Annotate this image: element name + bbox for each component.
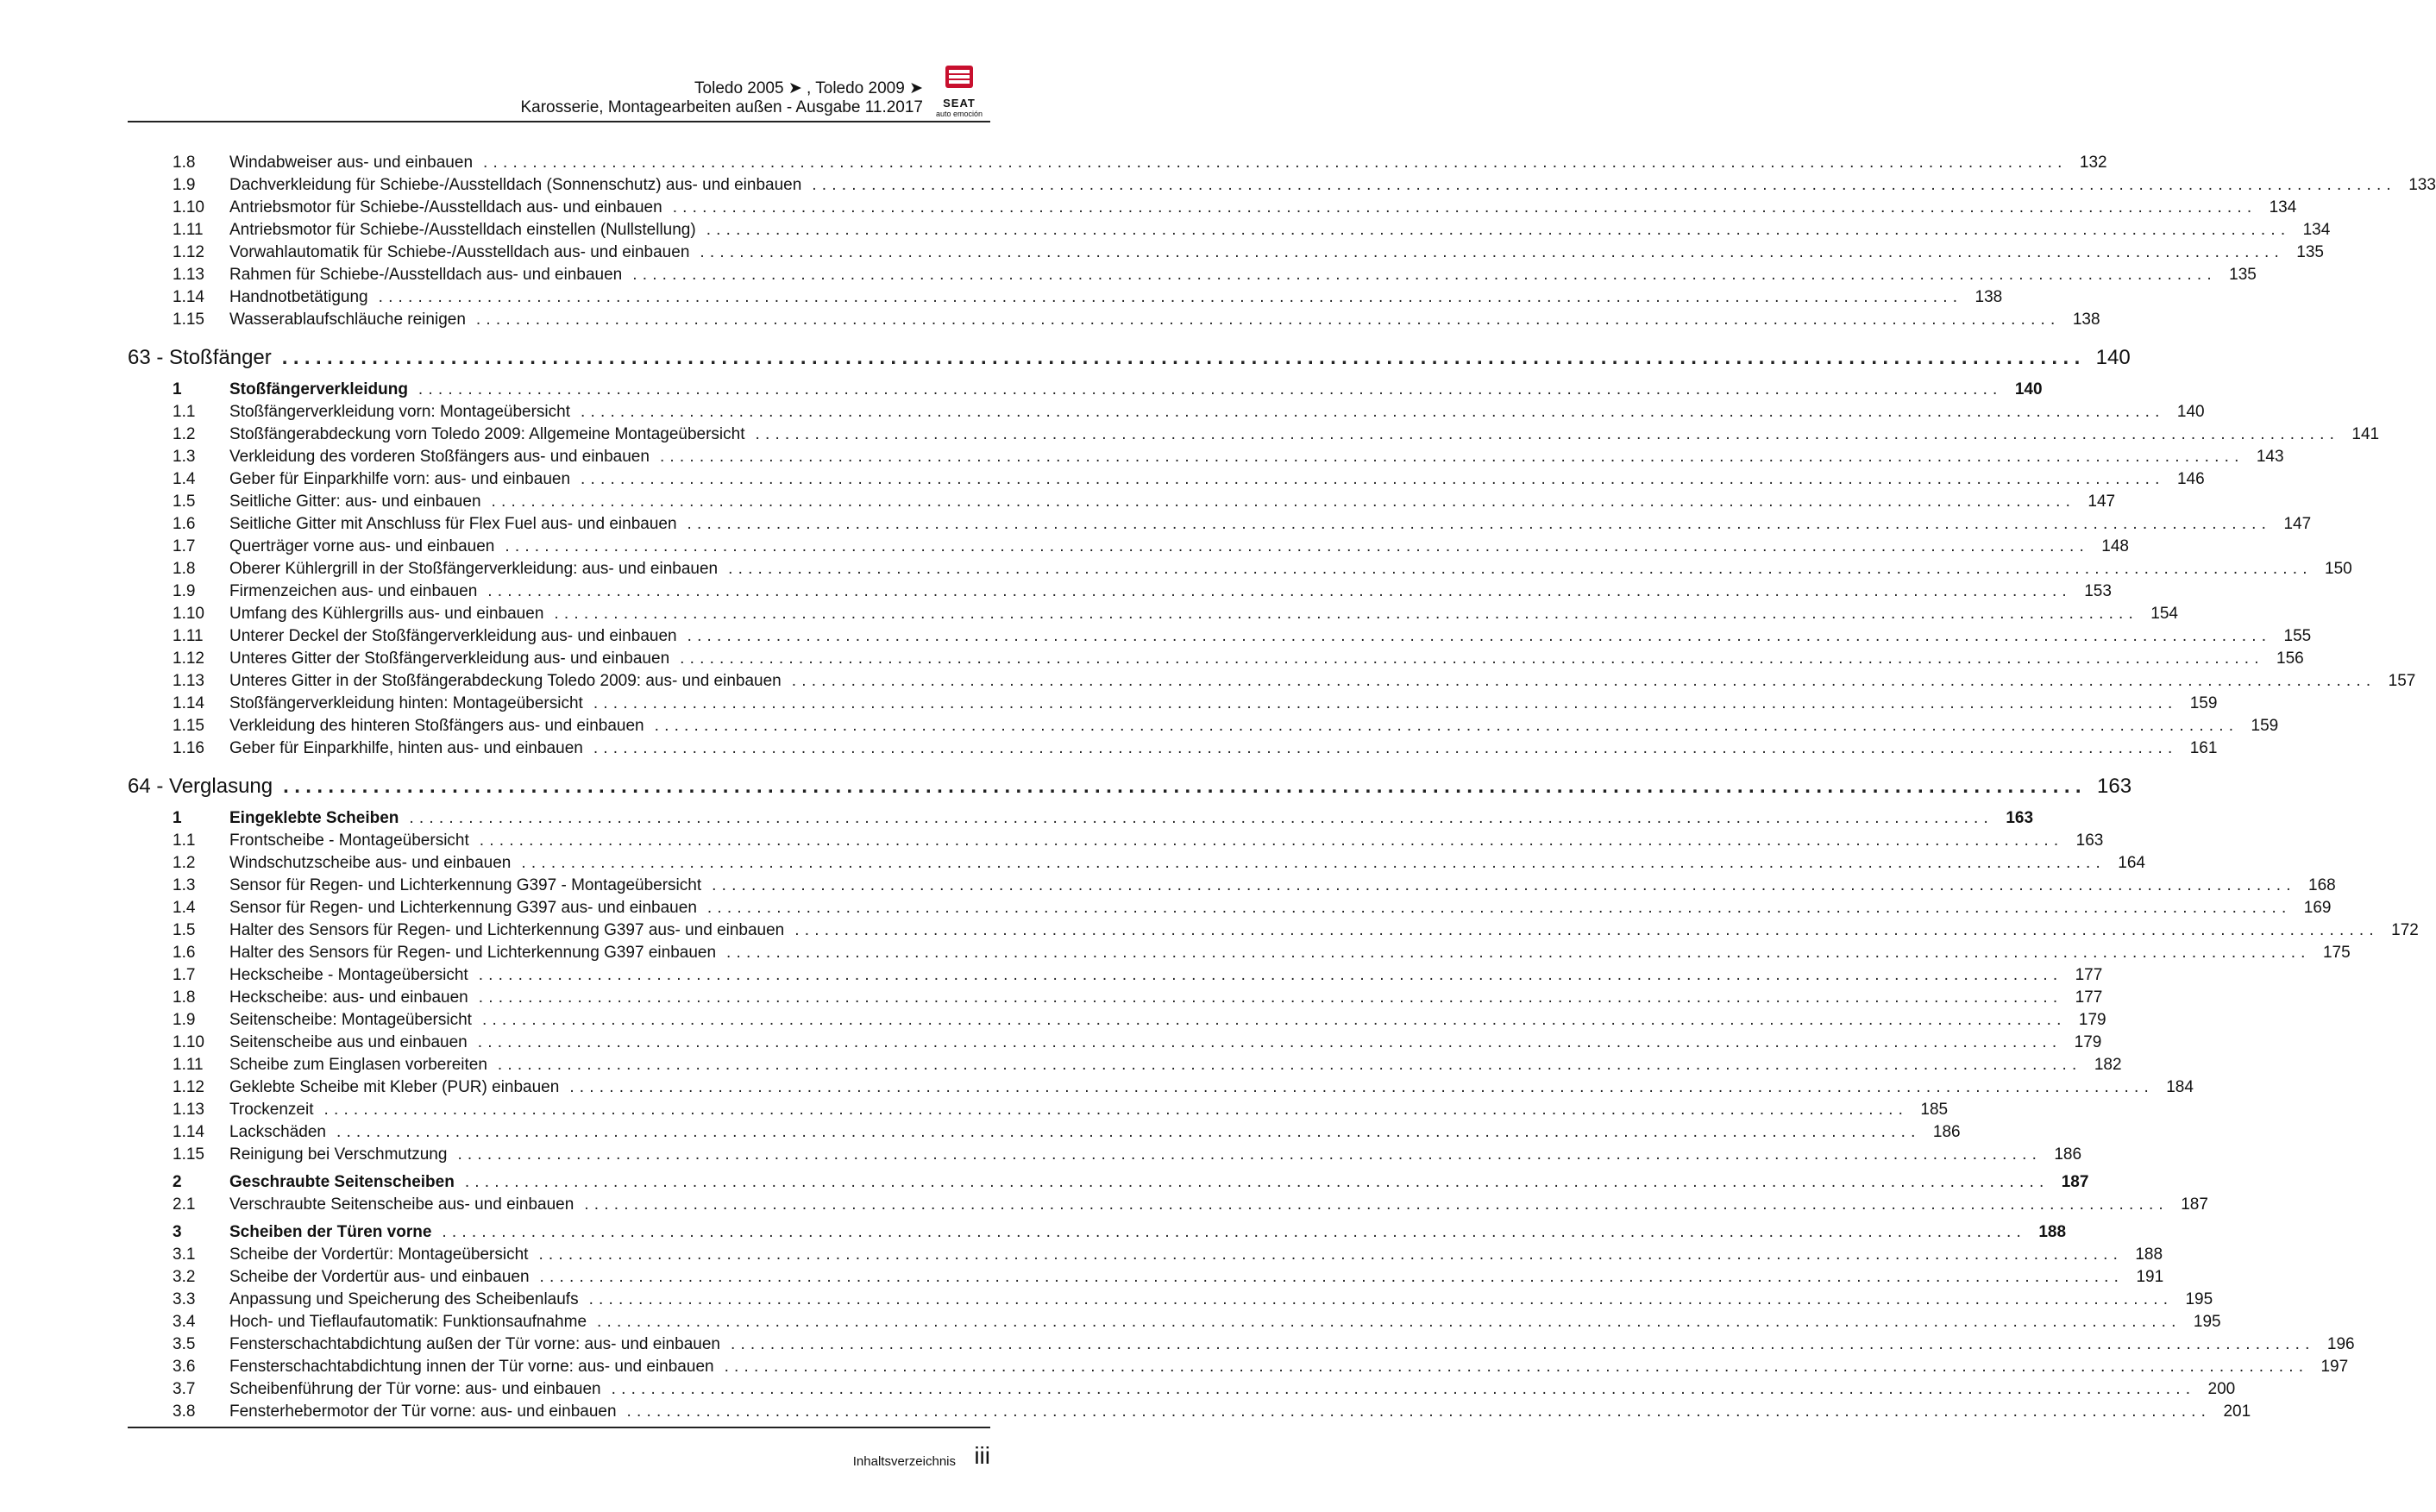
toc-leader-dots: ................................................................................................................................................................ [706, 221, 2291, 239]
toc-page-number: 184 [2154, 1076, 2194, 1099]
toc-title: Seitenscheibe: Montageübersicht [128, 1009, 482, 1032]
toc-leader-dots: ................................................................................................................................................................ [611, 1380, 2196, 1398]
toc-leader-dots: ................................................................................................................................................................ [497, 1056, 2082, 1074]
toc-title: Scheibenführung der Tür vorne: aus- und einbauen [128, 1378, 612, 1401]
seat-logo-icon [943, 64, 976, 90]
toc-title: Verkleidung des vorderen Stoßfängers aus- und einbauen [128, 446, 660, 468]
toc-entry[interactable] [128, 1032, 2102, 1054]
toc-entry[interactable] [128, 1289, 2213, 1311]
toc-entry[interactable] [128, 670, 2416, 693]
toc-entry[interactable] [128, 1266, 2164, 1289]
toc-leader-dots: ................................................................................................................................................................ [712, 876, 2296, 894]
toc-page-number: 163 [2063, 830, 2103, 852]
toc-number: 1.9 [173, 1011, 196, 1029]
page-header [128, 74, 990, 122]
toc-number: 1.15 [173, 717, 204, 735]
toc-entry[interactable] [128, 987, 2103, 1009]
toc-number: 1.2 [173, 425, 196, 443]
toc-number: 1 [173, 809, 182, 827]
toc-entry[interactable] [128, 625, 2312, 648]
toc-leader-dots: ................................................................................................................................................................ [477, 1033, 2062, 1051]
toc-leader-dots: ................................................................................................................................................................ [593, 694, 2178, 712]
toc-entry[interactable] [128, 580, 2112, 603]
toc-leader-dots: ................................................................................................................................................................ [794, 921, 2379, 939]
header-manual-title: Karosserie, Montagearbeiten außen - Ausgabe 11.2017 [520, 98, 923, 116]
toc-page-number: 163 [2087, 771, 2126, 802]
toc-page-number: 182 [2082, 1054, 2122, 1076]
toc-leader-dots: ................................................................................................................................................................ [791, 672, 2376, 690]
toc-title: Geklebte Scheibe mit Kleber (PUR) einbauen [128, 1076, 569, 1099]
toc-title: Frontscheibe - Montageübersicht [128, 830, 480, 852]
toc-title: Sensor für Regen- und Lichterkennung G397 - Montageübersicht [128, 875, 712, 897]
toc-leader-dots: ................................................................................................................................................................ [281, 346, 2086, 369]
toc-title: Rahmen für Schiebe-/Ausstelldach aus- und einbauen [128, 264, 632, 286]
toc-leader-dots: ................................................................................................................................................................ [475, 311, 2061, 329]
toc-page-number: 153 [2072, 580, 2112, 603]
toc-entry[interactable] [128, 423, 2380, 446]
toc-leader-dots: ................................................................................................................................................................ [626, 1402, 2212, 1421]
toc-entry[interactable] [128, 264, 2257, 286]
toc-page-number: 150 [2313, 558, 2352, 580]
toc-leader-dots: ................................................................................................................................................................ [581, 403, 2165, 421]
toc-title: Seitliche Gitter mit Anschluss für Flex Fuel aus- und einbauen [128, 513, 687, 536]
toc-number: 1.8 [173, 988, 196, 1007]
toc-entry[interactable] [128, 919, 2419, 942]
toc-entry[interactable] [128, 737, 2218, 760]
toc-number: 1.14 [173, 694, 204, 712]
toc-title: Seitenscheibe aus und einbauen [128, 1032, 478, 1054]
toc-entry[interactable] [128, 401, 2205, 423]
toc-number: 1.7 [173, 966, 196, 984]
logo-text: SEAT [943, 97, 976, 110]
toc-page-number: 140 [2086, 342, 2125, 373]
toc-number: 1.13 [173, 1101, 204, 1119]
toc-number: 1.4 [173, 470, 196, 488]
toc-entry[interactable] [128, 1194, 2208, 1216]
toc-title: Unterer Deckel der Stoßfängerverkleidung aus- und einbauen [128, 625, 687, 648]
toc-title: Halter des Sensors für Regen- und Lichterkennung G397 einbauen [128, 942, 726, 964]
page-footer [128, 1427, 990, 1469]
toc-page-number: 141 [2339, 423, 2379, 446]
toc-leader-dots: ................................................................................................................................................................ [505, 537, 2089, 555]
footer-label: Inhaltsverzeichnis [852, 1454, 956, 1469]
toc-number: 1.3 [173, 448, 196, 466]
toc-page-number: 157 [2376, 670, 2415, 693]
toc-leader-dots: ................................................................................................................................................................ [687, 515, 2272, 533]
toc-title: Stoßfängerverkleidung [128, 379, 418, 401]
toc-page-number: 191 [2124, 1266, 2163, 1289]
toc-number: 1.8 [173, 154, 196, 172]
toc-number: 1.12 [173, 243, 204, 261]
toc-number: 1.11 [173, 1056, 204, 1074]
toc-page-number: 156 [2264, 648, 2304, 670]
toc-title: Fensterschachtabdichtung außen der Tür vorne: aus- und einbauen [128, 1333, 731, 1356]
toc-entry[interactable] [128, 1378, 2236, 1401]
toc-entry[interactable] [128, 309, 2100, 331]
toc-page-number: 155 [2271, 625, 2311, 648]
toc-page-number: 159 [2177, 693, 2217, 715]
footer-page-number: iii [974, 1442, 990, 1469]
toc-title: 64 - Verglasung [128, 771, 283, 802]
toc-entry[interactable] [128, 219, 2331, 242]
toc-leader-dots: ................................................................................................................................................................ [730, 1335, 2315, 1353]
toc-title: Seitliche Gitter: aus- und einbauen [128, 491, 492, 513]
toc-leader-dots: ................................................................................................................................................................ [479, 831, 2064, 850]
toc-title: Sensor für Regen- und Lichterkennung G397 aus- und einbauen [128, 897, 707, 919]
toc-page-number: 187 [2049, 1171, 2088, 1194]
toc-title: Verschraubte Seitenscheibe aus- und einbauen [128, 1194, 584, 1216]
toc-entry[interactable] [128, 1009, 2106, 1032]
toc-page-number: 187 [2169, 1194, 2208, 1216]
toc-page-number: 200 [2195, 1378, 2235, 1401]
toc-entry[interactable] [128, 536, 2129, 558]
toc-entry[interactable] [128, 1244, 2163, 1266]
toc-page-number: 135 [2284, 242, 2324, 264]
toc-leader-dots: ................................................................................................................................................................ [418, 380, 2003, 398]
toc-section[interactable] [128, 379, 2043, 401]
toc-leader-dots: ................................................................................................................................................................ [659, 448, 2245, 466]
logo-tagline: auto emoción [935, 110, 983, 118]
toc-number: 1.10 [173, 1033, 204, 1051]
toc-number: 3.4 [173, 1313, 196, 1331]
toc-number: 1.7 [173, 537, 196, 555]
toc-number: 1.14 [173, 288, 204, 306]
toc-title: Trockenzeit [128, 1099, 324, 1121]
toc-chapter[interactable] [128, 771, 2132, 802]
toc-entry[interactable] [128, 964, 2103, 987]
toc-title: Unteres Gitter der Stoßfängerverkleidung aus- und einbauen [128, 648, 680, 670]
toc-leader-dots: ................................................................................................................................................................ [491, 492, 2076, 511]
toc-leader-dots: ................................................................................................................................................................ [409, 809, 1994, 827]
toc-entry[interactable] [128, 197, 2297, 219]
toc-entry[interactable] [128, 1099, 1949, 1121]
toc-entry[interactable] [128, 1401, 2251, 1423]
toc-leader-dots: ................................................................................................................................................................ [728, 560, 2313, 578]
toc-leader-dots: ................................................................................................................................................................ [457, 1145, 2043, 1164]
toc-number: 1.15 [173, 311, 204, 329]
toc-number: 2 [173, 1173, 182, 1191]
toc-leader-dots: ................................................................................................................................................................ [464, 1173, 2050, 1191]
toc-chapter[interactable] [128, 342, 2131, 373]
toc-leader-dots: ................................................................................................................................................................ [539, 1268, 2125, 1286]
toc-entry[interactable] [128, 942, 2351, 964]
toc-page-number: 186 [1921, 1121, 1961, 1144]
toc-title: Handnotbetätigung [128, 286, 379, 309]
toc-leader-dots: ................................................................................................................................................................ [521, 854, 2106, 872]
toc-page-number: 163 [1993, 807, 2033, 830]
toc-entry[interactable] [128, 558, 2352, 580]
toc-title: Antriebsmotor für Schiebe-/Ausstelldach einstellen (Nullstellung) [128, 219, 706, 242]
toc-number: 1.9 [173, 582, 196, 600]
toc-leader-dots: ................................................................................................................................................................ [478, 966, 2063, 984]
toc-leader-dots: ................................................................................................................................................................ [632, 266, 2217, 284]
toc-leader-dots: ................................................................................................................................................................ [581, 470, 2165, 488]
toc-page-number: 140 [2165, 401, 2205, 423]
toc-page-number: 175 [2311, 942, 2351, 964]
toc-page-number: 185 [1908, 1099, 1948, 1121]
toc-page-number: 154 [2138, 603, 2178, 625]
toc-number: 1.10 [173, 198, 204, 216]
toc-leader-dots: ................................................................................................................................................................ [724, 1358, 2309, 1376]
header-text [520, 79, 923, 117]
toc-leader-dots: ................................................................................................................................................................ [336, 1123, 1921, 1141]
toc-title: Stoßfängerverkleidung hinten: Montageübersicht [128, 693, 593, 715]
toc-leader-dots: ................................................................................................................................................................ [554, 605, 2138, 623]
toc-leader-dots: ................................................................................................................................................................ [584, 1195, 2169, 1214]
toc-entry[interactable] [128, 1054, 2122, 1076]
toc-page-number: 147 [2075, 491, 2115, 513]
toc-title: Geschraubte Seitenscheiben [128, 1171, 465, 1194]
toc-entry[interactable] [128, 603, 2178, 625]
toc-title: Fensterhebermotor der Tür vorne: aus- und einbauen [128, 1401, 627, 1423]
toc-title: Windschutzscheibe aus- und einbauen [128, 852, 521, 875]
toc-title: Umfang des Kühlergrills aus- und einbauen [128, 603, 554, 625]
toc-entry[interactable] [128, 242, 2324, 264]
toc-title: Reinigung bei Verschmutzung [128, 1144, 457, 1166]
toc-leader-dots: ................................................................................................................................................................ [378, 288, 1963, 306]
toc-leader-dots: ................................................................................................................................................................ [487, 582, 2072, 600]
toc-entry[interactable] [128, 513, 2312, 536]
toc-number: 1.13 [173, 266, 204, 284]
toc-entry[interactable] [128, 1144, 2082, 1166]
toc-page-number: 159 [2238, 715, 2278, 737]
toc-title: Stoßfängerabdeckung vorn Toledo 2009: Allgemeine Montageübersicht [128, 423, 756, 446]
toc-number: 1.14 [173, 1123, 204, 1141]
toc-title: Heckscheibe - Montageübersicht [128, 964, 479, 987]
toc-leader-dots: ................................................................................................................................................................ [588, 1290, 2174, 1308]
toc-number: 1.11 [173, 221, 204, 239]
toc-entry[interactable] [128, 1076, 2194, 1099]
toc-page-number: 140 [2003, 379, 2043, 401]
toc-leader-dots: ................................................................................................................................................................ [597, 1313, 2182, 1331]
toc-page-number: 138 [2061, 309, 2100, 331]
toc-leader-dots: ................................................................................................................................................................ [755, 425, 2340, 443]
toc-leader-dots: ................................................................................................................................................................ [483, 154, 2068, 172]
toc-title: Fensterschachtabdichtung innen der Tür vorne: aus- und einbauen [128, 1356, 725, 1378]
toc-title: Verkleidung des hinteren Stoßfängers aus- und einbauen [128, 715, 655, 737]
toc-page-number: 135 [2217, 264, 2257, 286]
toc-page-number: 188 [2026, 1221, 2066, 1244]
toc-page-number: 134 [2290, 219, 2330, 242]
toc-title: Firmenzeichen aus- und einbauen [128, 580, 487, 603]
toc-leader-dots: ................................................................................................................................................................ [700, 243, 2284, 261]
toc-number: 1.1 [173, 403, 196, 421]
toc-number: 1.6 [173, 515, 196, 533]
toc-title: Dachverkleidung für Schiebe-/Ausstelldach (Sonnenschutz) aus- und einbauen [128, 174, 812, 197]
toc-page-number: 197 [2308, 1356, 2348, 1378]
toc-title: Scheibe zum Einglasen vorbereiten [128, 1054, 498, 1076]
toc-title: 63 - Stoßfänger [128, 342, 282, 373]
toc-number: 3 [173, 1223, 182, 1241]
toc-entry[interactable] [128, 897, 2332, 919]
toc-page-number: 147 [2271, 513, 2311, 536]
toc-number: 1.3 [173, 876, 196, 894]
toc-leader-dots: ................................................................................................................................................................ [442, 1223, 2027, 1241]
toc-page-number: 188 [2123, 1244, 2163, 1266]
toc-title: Lackschäden [128, 1121, 336, 1144]
toc-page-number: 179 [2067, 1009, 2106, 1032]
toc-number: 1.10 [173, 605, 204, 623]
toc-section[interactable] [128, 1221, 2067, 1244]
header-rule [128, 121, 990, 122]
toc-leader-dots: ................................................................................................................................................................ [672, 198, 2257, 216]
toc-title: Stoßfängerverkleidung vorn: Montageübersicht [128, 401, 581, 423]
toc-page-number: 195 [2173, 1289, 2213, 1311]
toc-title: Vorwahlautomatik für Schiebe-/Ausstelldach aus- und einbauen [128, 242, 700, 264]
toc-number: 1.13 [173, 672, 204, 690]
table-of-contents [128, 152, 2436, 1423]
toc-leader-dots: ................................................................................................................................................................ [812, 176, 2396, 194]
toc-page-number: 201 [2211, 1401, 2251, 1423]
toc-number: 1.1 [173, 831, 196, 850]
toc-title: Eingeklebte Scheiben [128, 807, 409, 830]
toc-page-number: 186 [2042, 1144, 2081, 1166]
toc-number: 1.5 [173, 921, 196, 939]
header-vehicle-line: Toledo 2005 ➤ , Toledo 2009 ➤ [694, 79, 923, 97]
toc-page-number: 177 [2062, 987, 2102, 1009]
toc-number: 1.6 [173, 944, 196, 962]
toc-title: Anpassung und Speicherung des Scheibenlaufs [128, 1289, 589, 1311]
toc-leader-dots: ................................................................................................................................................................ [726, 944, 2311, 962]
toc-leader-dots: ................................................................................................................................................................ [706, 899, 2292, 917]
toc-title: Hoch- und Tieflaufautomatik: Funktionsaufnahme [128, 1311, 597, 1333]
toc-page-number: 148 [2089, 536, 2129, 558]
toc-entry[interactable] [128, 1311, 2221, 1333]
toc-entry[interactable] [128, 286, 2003, 309]
toc-leader-dots: ................................................................................................................................................................ [569, 1078, 2154, 1096]
toc-leader-dots: ................................................................................................................................................................ [481, 1011, 2067, 1029]
toc-leader-dots: ................................................................................................................................................................ [680, 649, 2264, 668]
toc-number: 3.7 [173, 1380, 196, 1398]
toc-entry[interactable] [128, 491, 2116, 513]
toc-title: Unteres Gitter in der Stoßfängerabdeckung Toledo 2009: aus- und einbauen [128, 670, 792, 693]
toc-number: 1 [173, 380, 182, 398]
toc-title: Heckscheibe: aus- und einbauen [128, 987, 479, 1009]
toc-page-number: 164 [2106, 852, 2145, 875]
toc-title: Windabweiser aus- und einbauen [128, 152, 483, 174]
toc-page-number: 138 [1962, 286, 2002, 309]
toc-page-number: 195 [2182, 1311, 2221, 1333]
toc-number: 1.8 [173, 560, 196, 578]
toc-entry[interactable] [128, 648, 2304, 670]
toc-title: Wasserablaufschläuche reinigen [128, 309, 476, 331]
toc-page-number: 134 [2257, 197, 2296, 219]
toc-number: 1.15 [173, 1145, 204, 1164]
toc-page-number: 179 [2062, 1032, 2101, 1054]
toc-page-number: 146 [2165, 468, 2205, 491]
toc-title: Oberer Kühlergrill in der Stoßfängerverkleidung: aus- und einbauen [128, 558, 728, 580]
toc-page-number: 143 [2245, 446, 2284, 468]
toc-number: 1.5 [173, 492, 196, 511]
toc-number: 3.3 [173, 1290, 196, 1308]
toc-number: 1.9 [173, 176, 196, 194]
toc-section[interactable] [128, 807, 2034, 830]
toc-number: 1.12 [173, 1078, 204, 1096]
toc-title: Scheibe der Vordertür aus- und einbauen [128, 1266, 540, 1289]
toc-entry[interactable] [128, 875, 2336, 897]
toc-number: 3.1 [173, 1245, 196, 1264]
toc-leader-dots: ................................................................................................................................................................ [478, 988, 2063, 1007]
toc-entry[interactable] [128, 693, 2218, 715]
toc-entry[interactable] [128, 1121, 1961, 1144]
toc-title: Geber für Einparkhilfe, hinten aus- und einbauen [128, 737, 593, 760]
toc-entry[interactable] [128, 852, 2145, 875]
toc-number: 2.1 [173, 1195, 196, 1214]
toc-number: 1.11 [173, 627, 204, 645]
toc-title: Halter des Sensors für Regen- und Lichterkennung G397 aus- und einbauen [128, 919, 794, 942]
toc-number: 1.4 [173, 899, 196, 917]
toc-number: 3.8 [173, 1402, 196, 1421]
toc-leader-dots: ................................................................................................................................................................ [654, 717, 2239, 735]
toc-leader-dots: ................................................................................................................................................................ [323, 1101, 1909, 1119]
toc-title: Antriebsmotor für Schiebe-/Ausstelldach aus- und einbauen [128, 197, 673, 219]
toc-page-number: 177 [2062, 964, 2102, 987]
toc-entry[interactable] [128, 1333, 2355, 1356]
toc-entry[interactable] [128, 1356, 2349, 1378]
toc-entry[interactable] [128, 715, 2279, 737]
toc-page-number: 161 [2177, 737, 2217, 760]
toc-leader-dots: ................................................................................................................................................................ [283, 775, 2087, 798]
toc-number: 3.6 [173, 1358, 196, 1376]
toc-entry[interactable] [128, 830, 2104, 852]
toc-leader-dots: ................................................................................................................................................................ [538, 1245, 2124, 1264]
toc-title: Scheibe der Vordertür: Montageübersicht [128, 1244, 538, 1266]
toc-page-number: 168 [2296, 875, 2336, 897]
toc-entry[interactable] [128, 468, 2205, 491]
toc-page-number: 172 [2379, 919, 2419, 942]
toc-leader-dots: ................................................................................................................................................................ [593, 739, 2178, 757]
seat-logo [928, 64, 990, 118]
toc-number: 1.2 [173, 854, 196, 872]
toc-title: Querträger vorne aus- und einbauen [128, 536, 505, 558]
toc-page-number: 169 [2292, 897, 2332, 919]
toc-number: 3.2 [173, 1268, 196, 1286]
toc-number: 3.5 [173, 1335, 196, 1353]
toc-number: 1.16 [173, 739, 204, 757]
toc-entry[interactable] [128, 174, 2436, 197]
toc-section[interactable] [128, 1171, 2089, 1194]
toc-leader-dots: ................................................................................................................................................................ [687, 627, 2272, 645]
toc-entry[interactable] [128, 446, 2284, 468]
toc-page-number: 132 [2068, 152, 2107, 174]
toc-title: Scheiben der Türen vorne [128, 1221, 442, 1244]
toc-title: Geber für Einparkhilfe vorn: aus- und einbauen [128, 468, 581, 491]
toc-page-number: 196 [2315, 1333, 2355, 1356]
toc-entry[interactable] [128, 152, 2107, 174]
toc-page-number: 133 [2396, 174, 2436, 197]
toc-number: 1.12 [173, 649, 204, 668]
